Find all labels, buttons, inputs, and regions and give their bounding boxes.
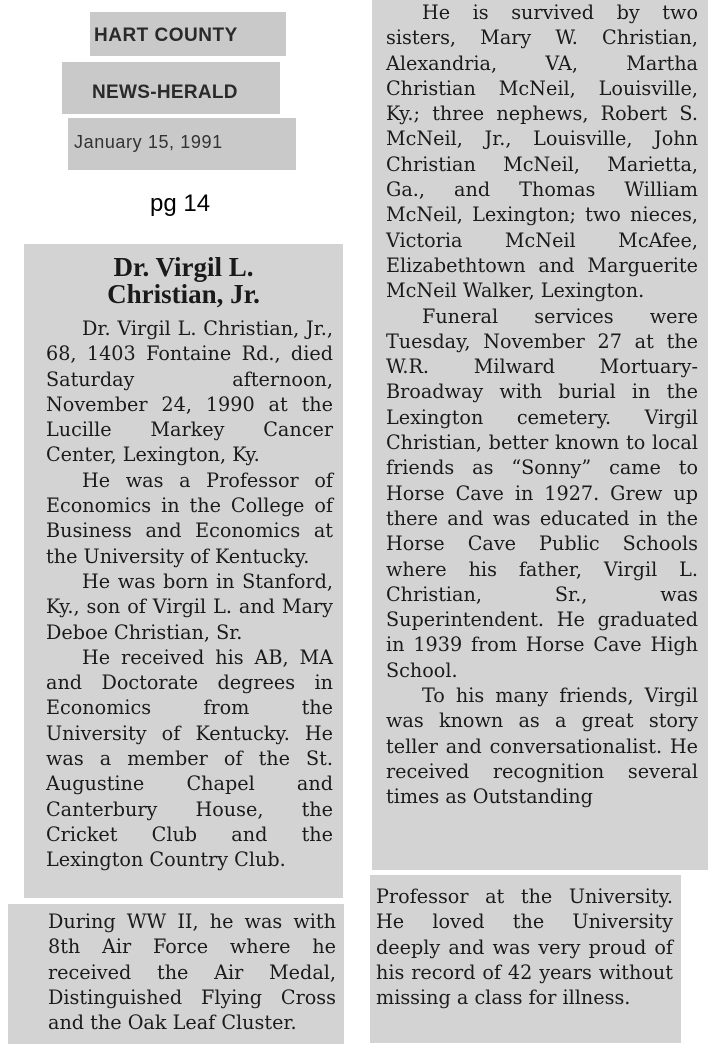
newspaper-name-clip-2 (62, 62, 280, 114)
paragraph: To his many friends, Virgil was known as a great story teller and conversationalist. He received recognition several times as Outstanding (386, 684, 698, 809)
paragraph: Funeral services were Tuesday, November 27 at the W.R. Milward Mortuary-Broadway with burial in the Lexington cemetery. Virgil Christian, better known to local friends as “Sonny” came to Horse Cave in 1927. Grew up there and was educated in the Horse Cave Public Schools where his father, Virgil L. Christian, Sr., was Superintendent. He graduated in 1939 from Horse Cave High School. (386, 304, 698, 682)
paragraph: During WW II, he was with 8th Air Force where he received the Air Medal, Distinguished Flying Cross and the Oak Leaf Cluster. (48, 910, 336, 1035)
obituary-column-right-continued (370, 875, 681, 1043)
paragraph: He was born in Stanford, Ky., son of Virgil L. and Mary Deboe Christian, Sr. (46, 569, 333, 644)
paragraph-continued: He is survived by two sisters, Mary W. Christian, Alexandria, VA, Martha Christian McNeil, Louisville, Ky.; three nephews, Robert S. McNeil, Jr., Louisville, John Christian McNeil, Marietta, Ga., and Thomas William McNeil, Lexington; two nieces, Victoria McNeil McAfee, Elizabethtown and Marguerite McNeil Walker, Lexington. (386, 1, 698, 303)
publication-date: January 15, 1991 (74, 132, 223, 152)
obituary-column-right (372, 0, 708, 870)
newspaper-name-clip (90, 12, 286, 56)
obituary-column-left-continued (8, 904, 344, 1044)
obituary-title (24, 254, 343, 308)
title-line-1: Dr. Virgil L. (113, 252, 254, 282)
obituary-column-left (24, 244, 343, 898)
newspaper-name-line2: NEWS-HERALD (92, 82, 238, 103)
date-clip (68, 118, 296, 170)
paragraph: Dr. Virgil L. Christian, Jr., 68, 1403 Fontaine Rd., died Saturday afternoon, November 24, 1990 at the Lucille Markey Cancer Center, Lexington, Ky. (46, 317, 333, 467)
title-line-2: Christian, Jr. (107, 279, 260, 309)
paragraph-continued: Professor at the University. He loved the University deeply and was very proud of his record of 42 years without missing a class for illness. (376, 885, 673, 1010)
paragraph: He was a Professor of Economics in the College of Business and Economics at the University of Kentucky. (46, 468, 333, 568)
newspaper-name-line1: HART COUNTY (94, 25, 238, 46)
page-number-note: pg 14 (150, 190, 211, 217)
paragraph: He received his AB, MA and Doctorate degrees in Economics from the University of Kentucky. He was a member of the St. Augustine Chapel and Canterbury House, the Cricket Club and the Lexington Country Club. (46, 645, 333, 872)
